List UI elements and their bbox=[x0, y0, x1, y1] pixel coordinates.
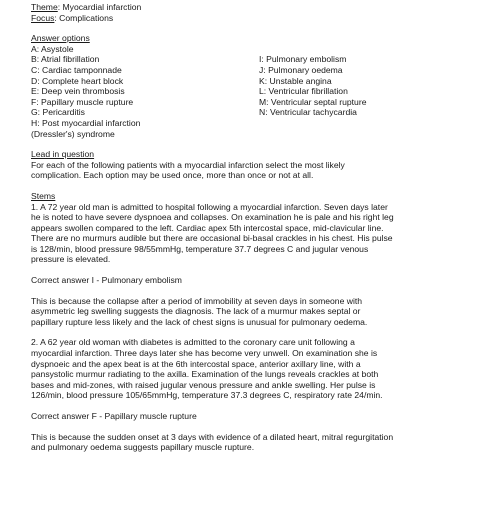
option-item: M: Ventricular septal rupture bbox=[259, 96, 367, 107]
lead-in-text bbox=[31, 160, 487, 181]
text-line: dyspnoeic and the apex beat is at the 6th intercostal space, anterior axillary line, with a bbox=[31, 358, 361, 369]
text-line: 2. A 62 year old woman with diabetes is admitted to the coronary care unit following a bbox=[31, 337, 355, 348]
explanation-2 bbox=[31, 432, 487, 453]
option-item: H: Post myocardial infarction bbox=[31, 117, 141, 128]
explanation-1 bbox=[31, 296, 487, 328]
answer-options-list bbox=[31, 44, 487, 139]
correct-answer-1: Correct answer I - Pulmonary embolism bbox=[31, 275, 182, 286]
text-line: myocardial infarction. Three days later she has become very unwell. On examination she is bbox=[31, 348, 378, 359]
option-item: G: Pericarditis bbox=[31, 107, 85, 118]
correct-answer-2: Correct answer F - Papillary muscle rupture bbox=[31, 411, 197, 421]
text-line: This is because the collapse after a period of immobility at seven days in someone with bbox=[31, 295, 363, 306]
theme-value: : Myocardial infarction bbox=[57, 2, 142, 12]
text-line: bases and mid-zones, with raised jugular venous pressure and ankle swelling. Her pulse is bbox=[31, 379, 376, 390]
text-line: pansystolic murmur radiating to the axilla. Examination of the lungs reveals crackles at both bbox=[31, 369, 379, 380]
option-item: N: Ventricular tachycardia bbox=[259, 107, 357, 118]
text-line: asymmetric leg swelling suggests the diagnosis. The lack of a murmur makes septal or bbox=[31, 306, 361, 317]
text-line: appears swollen compared to the left. Cardiac apex 5th intercostal space, mid-clavicular line. bbox=[31, 222, 384, 233]
option-item: E: Deep vein thrombosis bbox=[31, 86, 125, 97]
option-item: K: Unstable angina bbox=[259, 75, 332, 86]
stem-2 bbox=[31, 337, 487, 401]
answer-options-left-column bbox=[31, 44, 259, 139]
option-item: C: Cardiac tamponnade bbox=[31, 64, 122, 75]
text-line: is 128/min, blood pressure 98/55mmHg, temperature 37.7 degrees C and jugular venous bbox=[31, 243, 369, 254]
stems-heading: Stems bbox=[31, 190, 56, 201]
answer-options-heading: Answer options bbox=[31, 33, 90, 44]
option-item: A: Asystole bbox=[31, 43, 74, 54]
option-item: B: Atrial fibrillation bbox=[31, 54, 100, 65]
text-line: There are no murmurs audible but there are occasional bi-basal crackles in his chest. His pulse bbox=[31, 233, 393, 244]
option-item: J: Pulmonary oedema bbox=[259, 64, 343, 75]
text-line: pressure is elevated. bbox=[31, 254, 111, 265]
stem-1 bbox=[31, 202, 487, 266]
text-line: 1. A 72 year old man is admitted to hospital following a myocardial infarction. Seven days later bbox=[31, 201, 388, 212]
focus-label: Focus bbox=[31, 12, 55, 23]
focus-line bbox=[31, 13, 487, 24]
text-line: 126/min, blood pressure 105/65mmHg, temperature 37.3 degrees C, respiratory rate 24/min. bbox=[31, 390, 383, 401]
focus-value: : Complications bbox=[54, 12, 114, 23]
option-item: F: Papillary muscle rupture bbox=[31, 96, 134, 107]
text-line: For each of the following patients with a myocardial infarction select the most likely bbox=[31, 159, 345, 170]
text-line: papillary rupture less likely and the lack of chest signs is unusual for pulmonary oedema. bbox=[31, 316, 368, 327]
text-line: This is because the sudden onset at 3 days with evidence of a dilated heart, mitral regurgitation bbox=[31, 431, 394, 442]
option-item: D: Complete heart block bbox=[31, 75, 124, 86]
text-line: he is noted to have severe dyspnoea and collapses. On examination he is pale and his right leg bbox=[31, 212, 394, 223]
option-item: (Dressler's) syndrome bbox=[31, 128, 115, 139]
text-line: complication. Each option may be used once, more than once or not at all. bbox=[31, 170, 314, 181]
text-line: and pulmonary oedema suggests papillary muscle rupture. bbox=[31, 442, 255, 453]
lead-in-heading: Lead in question bbox=[31, 149, 95, 160]
option-item: L: Ventricular fibrillation bbox=[259, 86, 348, 97]
theme-line bbox=[31, 2, 487, 13]
option-item: I: Pulmonary embolism bbox=[259, 54, 347, 65]
answer-options-right-column bbox=[259, 44, 366, 139]
theme-label: Theme bbox=[31, 2, 58, 12]
